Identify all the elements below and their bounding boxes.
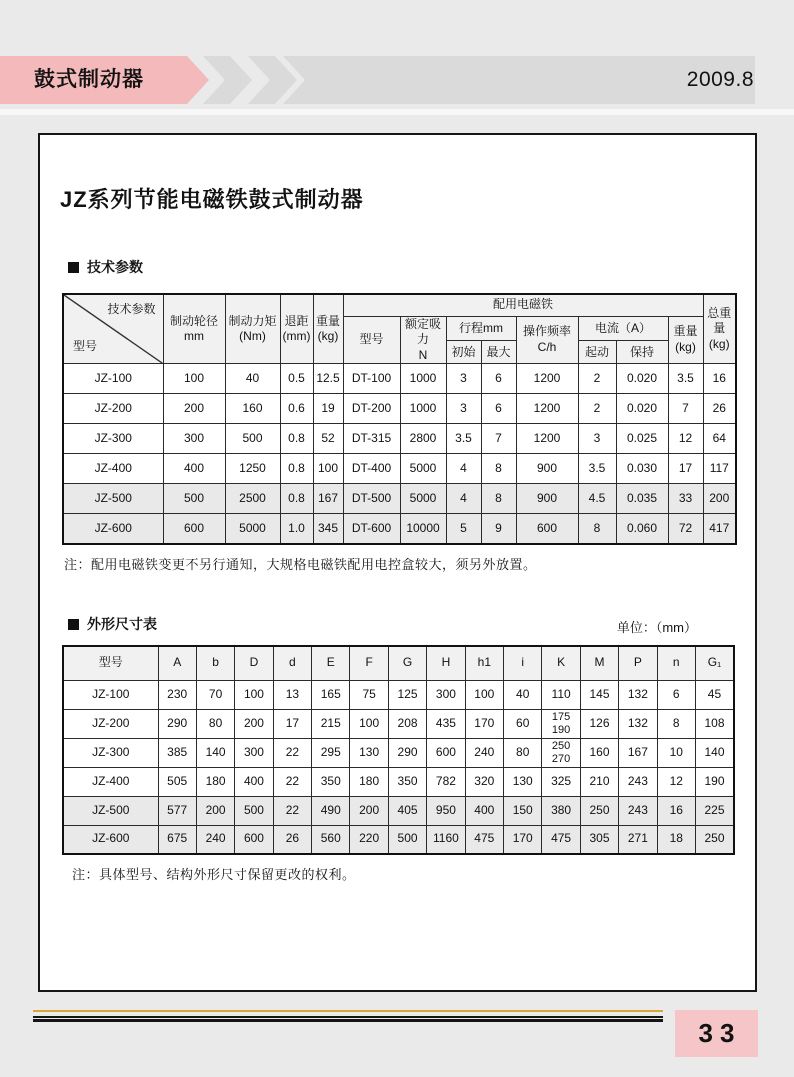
col-header: 重量 (kg) [313,294,343,364]
table-cell: 295 [312,738,350,767]
table-cell: 140 [695,738,734,767]
table-header-row [63,646,734,680]
table-cell: 26 [703,394,736,424]
table-cell: 405 [388,796,426,825]
col-header: 制动力矩 (Nm) [225,294,280,364]
table-cell: 0.6 [280,394,313,424]
table-cell: 6 [481,394,516,424]
col-header: F [350,646,388,680]
table-cell: 100 [163,364,225,394]
table-cell: 9 [481,514,516,544]
table-row [63,364,736,394]
table-cell: 385 [158,738,196,767]
col-header-group: 行程mm [446,316,516,341]
table-cell: 126 [580,709,618,738]
table-cell: 600 [516,514,578,544]
table-cell: 130 [504,767,542,796]
table-cell: 80 [504,738,542,767]
table-row [63,738,734,767]
table-cell: 475 [465,825,503,854]
col-header: K [542,646,580,680]
table-cell: 900 [516,484,578,514]
model-cell: JZ-200 [63,394,163,424]
col-header: 最大 [481,341,516,364]
table-cell: 243 [619,767,657,796]
table-cell: 40 [225,364,280,394]
table-cell: 17 [273,709,311,738]
table-cell: 100 [313,454,343,484]
col-header: P [619,646,657,680]
table-cell: 490 [312,796,350,825]
model-cell: JZ-600 [63,514,163,544]
table-cell: 160 [225,394,280,424]
corner-bottom-label: 型号 [73,338,98,353]
table-cell: 290 [158,709,196,738]
table-cell: 190 [695,767,734,796]
header-divider [0,109,794,115]
table-cell: 7 [481,424,516,454]
col-header: G₁ [695,646,734,680]
section-tech-params [68,257,143,277]
table-cell: 475 [542,825,580,854]
table-cell: 110 [542,680,580,709]
table-cell: 200 [196,796,234,825]
table-cell: 17 [668,454,703,484]
chevron-icon [203,56,252,104]
banner-title: 鼓式制动器 [34,68,144,91]
table-cell: 577 [158,796,196,825]
table-cell: 200 [703,484,736,514]
table-cell: 3.5 [446,424,481,454]
table-row [63,825,734,854]
table-row [63,394,736,424]
table-cell: 208 [388,709,426,738]
col-header: A [158,646,196,680]
table-cell: 26 [273,825,311,854]
col-header: M [580,646,618,680]
model-cell: JZ-100 [63,364,163,394]
table-row [63,767,734,796]
table-cell: 170 [465,709,503,738]
table-cell: 600 [427,738,465,767]
table-cell: 18 [657,825,695,854]
col-header-group: 配用电磁铁 [343,294,703,316]
table-cell: 0.8 [280,424,313,454]
table-cell: 271 [619,825,657,854]
table-cell: 5000 [400,484,446,514]
table-cell: 6 [657,680,695,709]
col-header: 制动轮径 mm [163,294,225,364]
table-cell: 8 [481,454,516,484]
table-cell: 3 [446,394,481,424]
table-cell: 80 [196,709,234,738]
page-number: 33 [675,1010,758,1057]
table-cell: 40 [504,680,542,709]
table-cell: 2 [578,394,616,424]
table-cell: 500 [163,484,225,514]
model-cell: JZ-400 [63,454,163,484]
table-cell: 12 [657,767,695,796]
table-cell: 325 [542,767,580,796]
table-cell: 108 [695,709,734,738]
table-cell: 2500 [225,484,280,514]
model-cell: JZ-400 [63,767,158,796]
table-cell: 132 [619,680,657,709]
col-header: 总重量 (kg) [703,294,736,364]
table-cell: 12 [668,424,703,454]
footer-black-rule [33,1016,663,1018]
col-header: E [312,646,350,680]
table-cell: 0.5 [280,364,313,394]
table-cell: 400 [235,767,273,796]
table-cell: 72 [668,514,703,544]
table-cell: 4 [446,454,481,484]
footer-gold-rule [33,1010,663,1012]
table-row [63,454,736,484]
table-cell: 300 [235,738,273,767]
table-cell: 64 [703,424,736,454]
table-cell: 167 [619,738,657,767]
dimensions-table [62,645,735,855]
table-cell: 70 [196,680,234,709]
table-cell: 19 [313,394,343,424]
table-cell: 5000 [400,454,446,484]
table-cell: 0.020 [616,364,668,394]
table-cell: 210 [580,767,618,796]
table-cell: 505 [158,767,196,796]
table-cell: 560 [312,825,350,854]
table-cell: 0.8 [280,454,313,484]
table-cell: 220 [350,825,388,854]
table-cell: 22 [273,738,311,767]
tech-params-rows [63,364,736,544]
col-header-group: 电流（A） [578,316,668,341]
table-cell: 150 [504,796,542,825]
table-cell: 250 [580,796,618,825]
table-cell: 160 [580,738,618,767]
table-cell: 60 [504,709,542,738]
table-cell: 2 [578,364,616,394]
table-cell: 125 [388,680,426,709]
table-cell: 12.5 [313,364,343,394]
table-cell: 417 [703,514,736,544]
table-row [63,514,736,544]
table-cell: DT-200 [343,394,400,424]
table-cell: DT-315 [343,424,400,454]
banner-bar-shape [283,56,755,104]
section-dimensions [68,614,157,634]
dimensions-rows [63,680,734,854]
table-cell: 5 [446,514,481,544]
table-cell: 10 [657,738,695,767]
table-cell: 4.5 [578,484,616,514]
table-cell: 1200 [516,364,578,394]
table-cell: 100 [465,680,503,709]
table-cell: 350 [312,767,350,796]
table-cell: 290 [388,738,426,767]
col-header: D [235,646,273,680]
table-cell: 0.035 [616,484,668,514]
table-cell: 300 [427,680,465,709]
table-cell: 600 [163,514,225,544]
tech-note: 注：配用电磁铁变更不另行通知，大规格电磁铁配用电控盒较大，须另外放置。 [64,557,537,572]
table-cell: 175 190 [542,709,580,738]
table-cell: 500 [225,424,280,454]
table-cell: 45 [695,680,734,709]
table-cell: 240 [196,825,234,854]
corner-top-label: 技术参数 [107,302,156,316]
table-cell: 130 [350,738,388,767]
tech-params-table [62,293,737,545]
table-cell: 75 [350,680,388,709]
table-row [63,680,734,709]
table-cell: 675 [158,825,196,854]
table-cell: 10000 [400,514,446,544]
footer-black-rule [33,1019,663,1022]
table-cell: 16 [657,796,695,825]
table-cell: 16 [703,364,736,394]
col-header: 型号 [343,316,400,364]
col-header: 初始 [446,341,481,364]
table-cell: DT-100 [343,364,400,394]
table-cell: 500 [235,796,273,825]
table-cell: 100 [350,709,388,738]
table-cell: 0.020 [616,394,668,424]
table-cell: 215 [312,709,350,738]
model-cell: JZ-500 [63,796,158,825]
col-header: i [504,646,542,680]
model-cell: JZ-500 [63,484,163,514]
col-header: 重量 (kg) [668,316,703,364]
table-cell: 1000 [400,364,446,394]
col-header: 操作频率 C/h [516,316,578,364]
table-cell: 3.5 [578,454,616,484]
table-cell: 950 [427,796,465,825]
table-cell: 900 [516,454,578,484]
table-cell: 200 [235,709,273,738]
table-cell: 6 [481,364,516,394]
table-cell: 200 [350,796,388,825]
table-cell: 100 [235,680,273,709]
col-header: 保持 [616,341,668,364]
model-cell: JZ-100 [63,680,158,709]
table-cell: 250 [695,825,734,854]
table-cell: 3.5 [668,364,703,394]
section-label: 技术参数 [87,259,143,275]
table-cell: 8 [657,709,695,738]
table-cell: 243 [619,796,657,825]
table-cell: 400 [163,454,225,484]
document-title: JZ系列节能电磁铁鼓式制动器 [60,187,364,212]
table-cell: 52 [313,424,343,454]
col-header: 退距 (mm) [280,294,313,364]
table-cell: 305 [580,825,618,854]
section-label: 外形尺寸表 [87,616,157,632]
table-cell: 180 [196,767,234,796]
model-cell: JZ-200 [63,709,158,738]
table-cell: 3 [578,424,616,454]
table-cell: 500 [388,825,426,854]
table-cell: 1200 [516,424,578,454]
table-cell: 0.025 [616,424,668,454]
table-cell: 0.030 [616,454,668,484]
col-header: H [427,646,465,680]
col-header: 额定吸力 N [400,316,446,364]
table-cell: 200 [163,394,225,424]
table-cell: 1200 [516,394,578,424]
table-cell: 230 [158,680,196,709]
unit-label: 单位：（mm） [616,620,697,635]
table-cell: 1250 [225,454,280,484]
table-cell: 22 [273,796,311,825]
col-header: G [388,646,426,680]
table-cell: DT-600 [343,514,400,544]
document-page-frame [38,133,757,992]
table-cell: 435 [427,709,465,738]
table-cell: DT-500 [343,484,400,514]
table-cell: 250 270 [542,738,580,767]
table-cell: 225 [695,796,734,825]
table-cell: 1000 [400,394,446,424]
table-cell: 782 [427,767,465,796]
table-cell: 240 [465,738,503,767]
table-cell: 400 [465,796,503,825]
table-cell: 145 [580,680,618,709]
table-cell: 117 [703,454,736,484]
table-row [63,424,736,454]
model-cell: JZ-600 [63,825,158,854]
table-cell: 1.0 [280,514,313,544]
table-cell: 165 [312,680,350,709]
col-header: 起动 [578,341,616,364]
edition-date: 2009.8 [686,68,754,91]
table-cell: 33 [668,484,703,514]
table-cell: 380 [542,796,580,825]
table-cell: 345 [313,514,343,544]
col-header: b [196,646,234,680]
table-row [63,796,734,825]
table-cell: 5000 [225,514,280,544]
table-cell: DT-400 [343,454,400,484]
table-cell: 8 [578,514,616,544]
table-cell: 0.060 [616,514,668,544]
table-cell: 167 [313,484,343,514]
table-cell: 22 [273,767,311,796]
col-header: h1 [465,646,503,680]
table-cell: 0.8 [280,484,313,514]
table-cell: 320 [465,767,503,796]
table-cell: 3 [446,364,481,394]
table-cell: 180 [350,767,388,796]
col-header: n [657,646,695,680]
diagonal-header-cell [63,294,163,364]
table-cell: 170 [504,825,542,854]
col-header: 型号 [63,646,158,680]
table-cell: 300 [163,424,225,454]
model-cell: JZ-300 [63,738,158,767]
table-cell: 140 [196,738,234,767]
table-cell: 13 [273,680,311,709]
table-cell: 1160 [427,825,465,854]
table-cell: 132 [619,709,657,738]
col-header: d [273,646,311,680]
table-cell: 2800 [400,424,446,454]
square-bullet-icon [68,619,79,630]
table-cell: 8 [481,484,516,514]
table-row [63,709,734,738]
table-row [63,484,736,514]
table-cell: 7 [668,394,703,424]
model-cell: JZ-300 [63,424,163,454]
dim-note: 注：具体型号、结构外形尺寸保留更改的权利。 [72,867,356,882]
table-cell: 350 [388,767,426,796]
square-bullet-icon [68,262,79,273]
table-cell: 600 [235,825,273,854]
table-cell: 4 [446,484,481,514]
